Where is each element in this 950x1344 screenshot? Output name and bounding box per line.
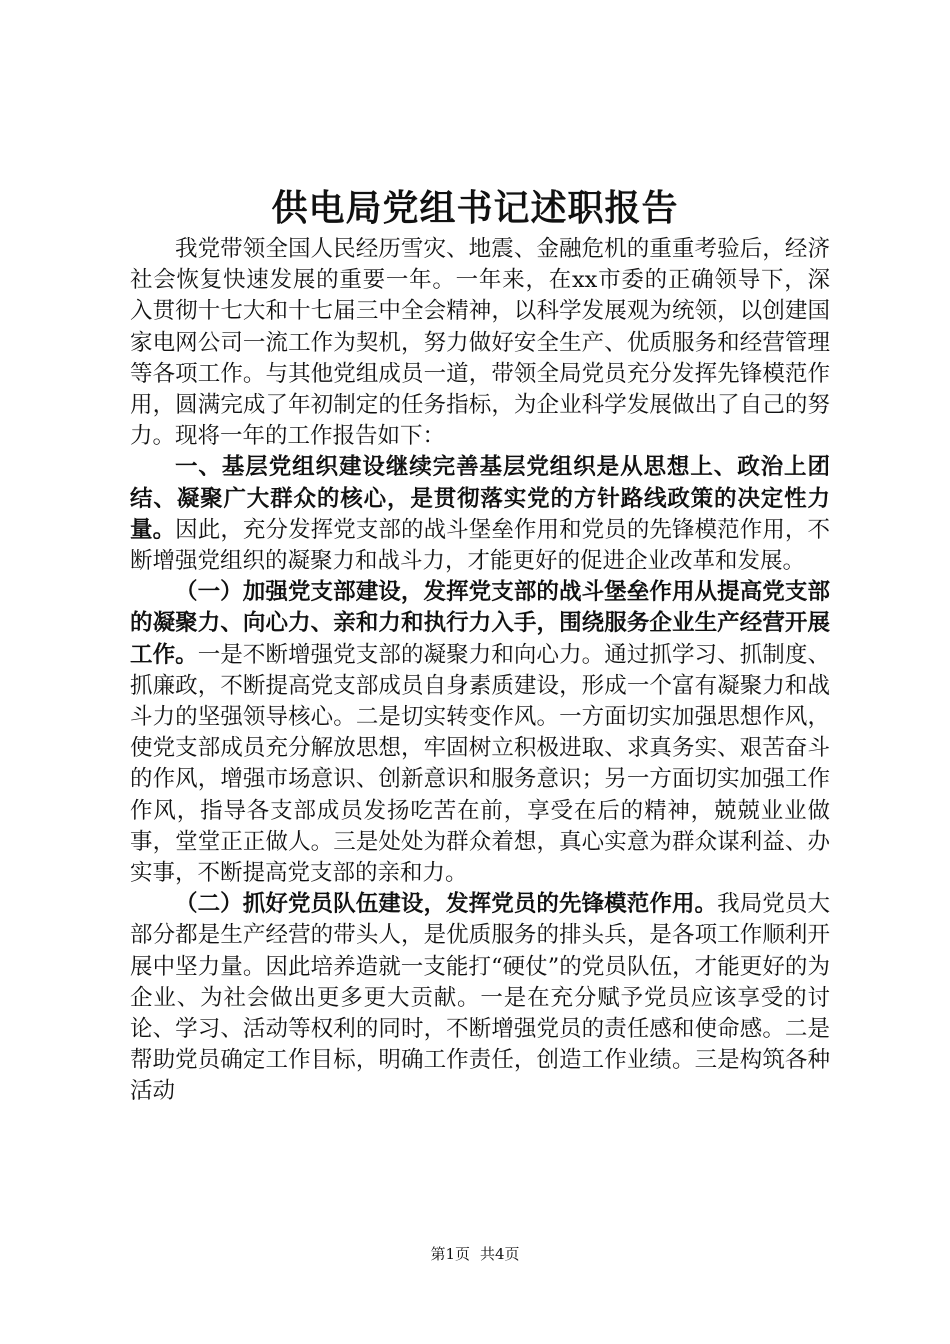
subsection-1-heading: （一）加强党支部建设，发挥党支部的战斗堡垒作用从提高党支部的凝聚力、向心力、亲和力和执行力入手，围绕服务企业生产经营开展工作。	[130, 579, 830, 668]
subsection-2-paragraph	[130, 889, 830, 1107]
paragraph-text: 我党带领全国人民经历雪灾、地震、金融危机的重重考验后，经济社会恢复快速发展的重要一年。一年来，在xx市委的正确领导下，深入贯彻十七大和十七届三中全会精神，以科学发展观为统领，以创建国家电网公司一流工作为契机，努力做好安全生产、优质服务和经营管理等各项工作。与其他党组成员一道，带领全局党员充分发挥先锋模范作用，圆满完成了年初制定的任务指标，为企业科学发展做出了自己的努力。现将一年的工作报告如下：	[130, 236, 830, 450]
subsection-2-heading: （二）抓好党员队伍建设，发挥党员的先锋模范作用。	[175, 891, 718, 918]
page-total: 共4页	[480, 1245, 520, 1263]
document-body	[130, 234, 830, 1108]
section-1-paragraph	[130, 452, 830, 577]
page-number: 第1页	[430, 1245, 470, 1263]
section-1-text: 因此，充分发挥党支部的战斗堡垒作用和党员的先锋模范作用，不断增强党组织的凝聚力和战斗力，才能更好的促进企业改革和发展。	[130, 516, 830, 575]
document-title: 供电局党组书记述职报告	[271, 187, 679, 229]
section-1-heading: 一、基层党组织建设继续完善基层党组织是从思想上、政治上团结、凝聚广大群众的核心，是贯彻落实党的方针路线政策的决定性力量。	[130, 454, 830, 543]
subsection-2-text: 我局党员大部分都是生产经营的带头人，是优质服务的排头兵，是各项工作顺利开展中坚力量。因此培养造就一支能打“硬仗”的党员队伍，才能更好的为企业、为社会做出更多更大贡献。一是在充分赋予党员应该享受的讨论、学习、活动等权利的同时，不断增强党员的责任感和使命感。二是帮助党员确定工作目标，明确工作责任，创造工作业绩。三是构筑各种活动	[130, 891, 830, 1105]
subsection-1-paragraph	[130, 577, 830, 889]
intro-paragraph	[130, 234, 830, 452]
page-footer	[0, 1244, 950, 1264]
subsection-1-text: 一是不断增强党支部的凝聚力和向心力。通过抓学习、抓制度、抓廉政，不断提高党支部成员自身素质建设，形成一个富有凝聚力和战斗力的坚强领导核心。二是切实转变作风。一方面切实加强思想作风，使党支部成员充分解放思想，牢固树立积极进取、求真务实、艰苦奋斗的作风，增强市场意识、创新意识和服务意识；另一方面切实加强工作作风，指导各支部成员发扬吃苦在前，享受在后的精神，兢兢业业做事，堂堂正正做人。三是处处为群众着想，真心实意为群众谋利益、办实事，不断提高党支部的亲和力。	[130, 641, 830, 887]
